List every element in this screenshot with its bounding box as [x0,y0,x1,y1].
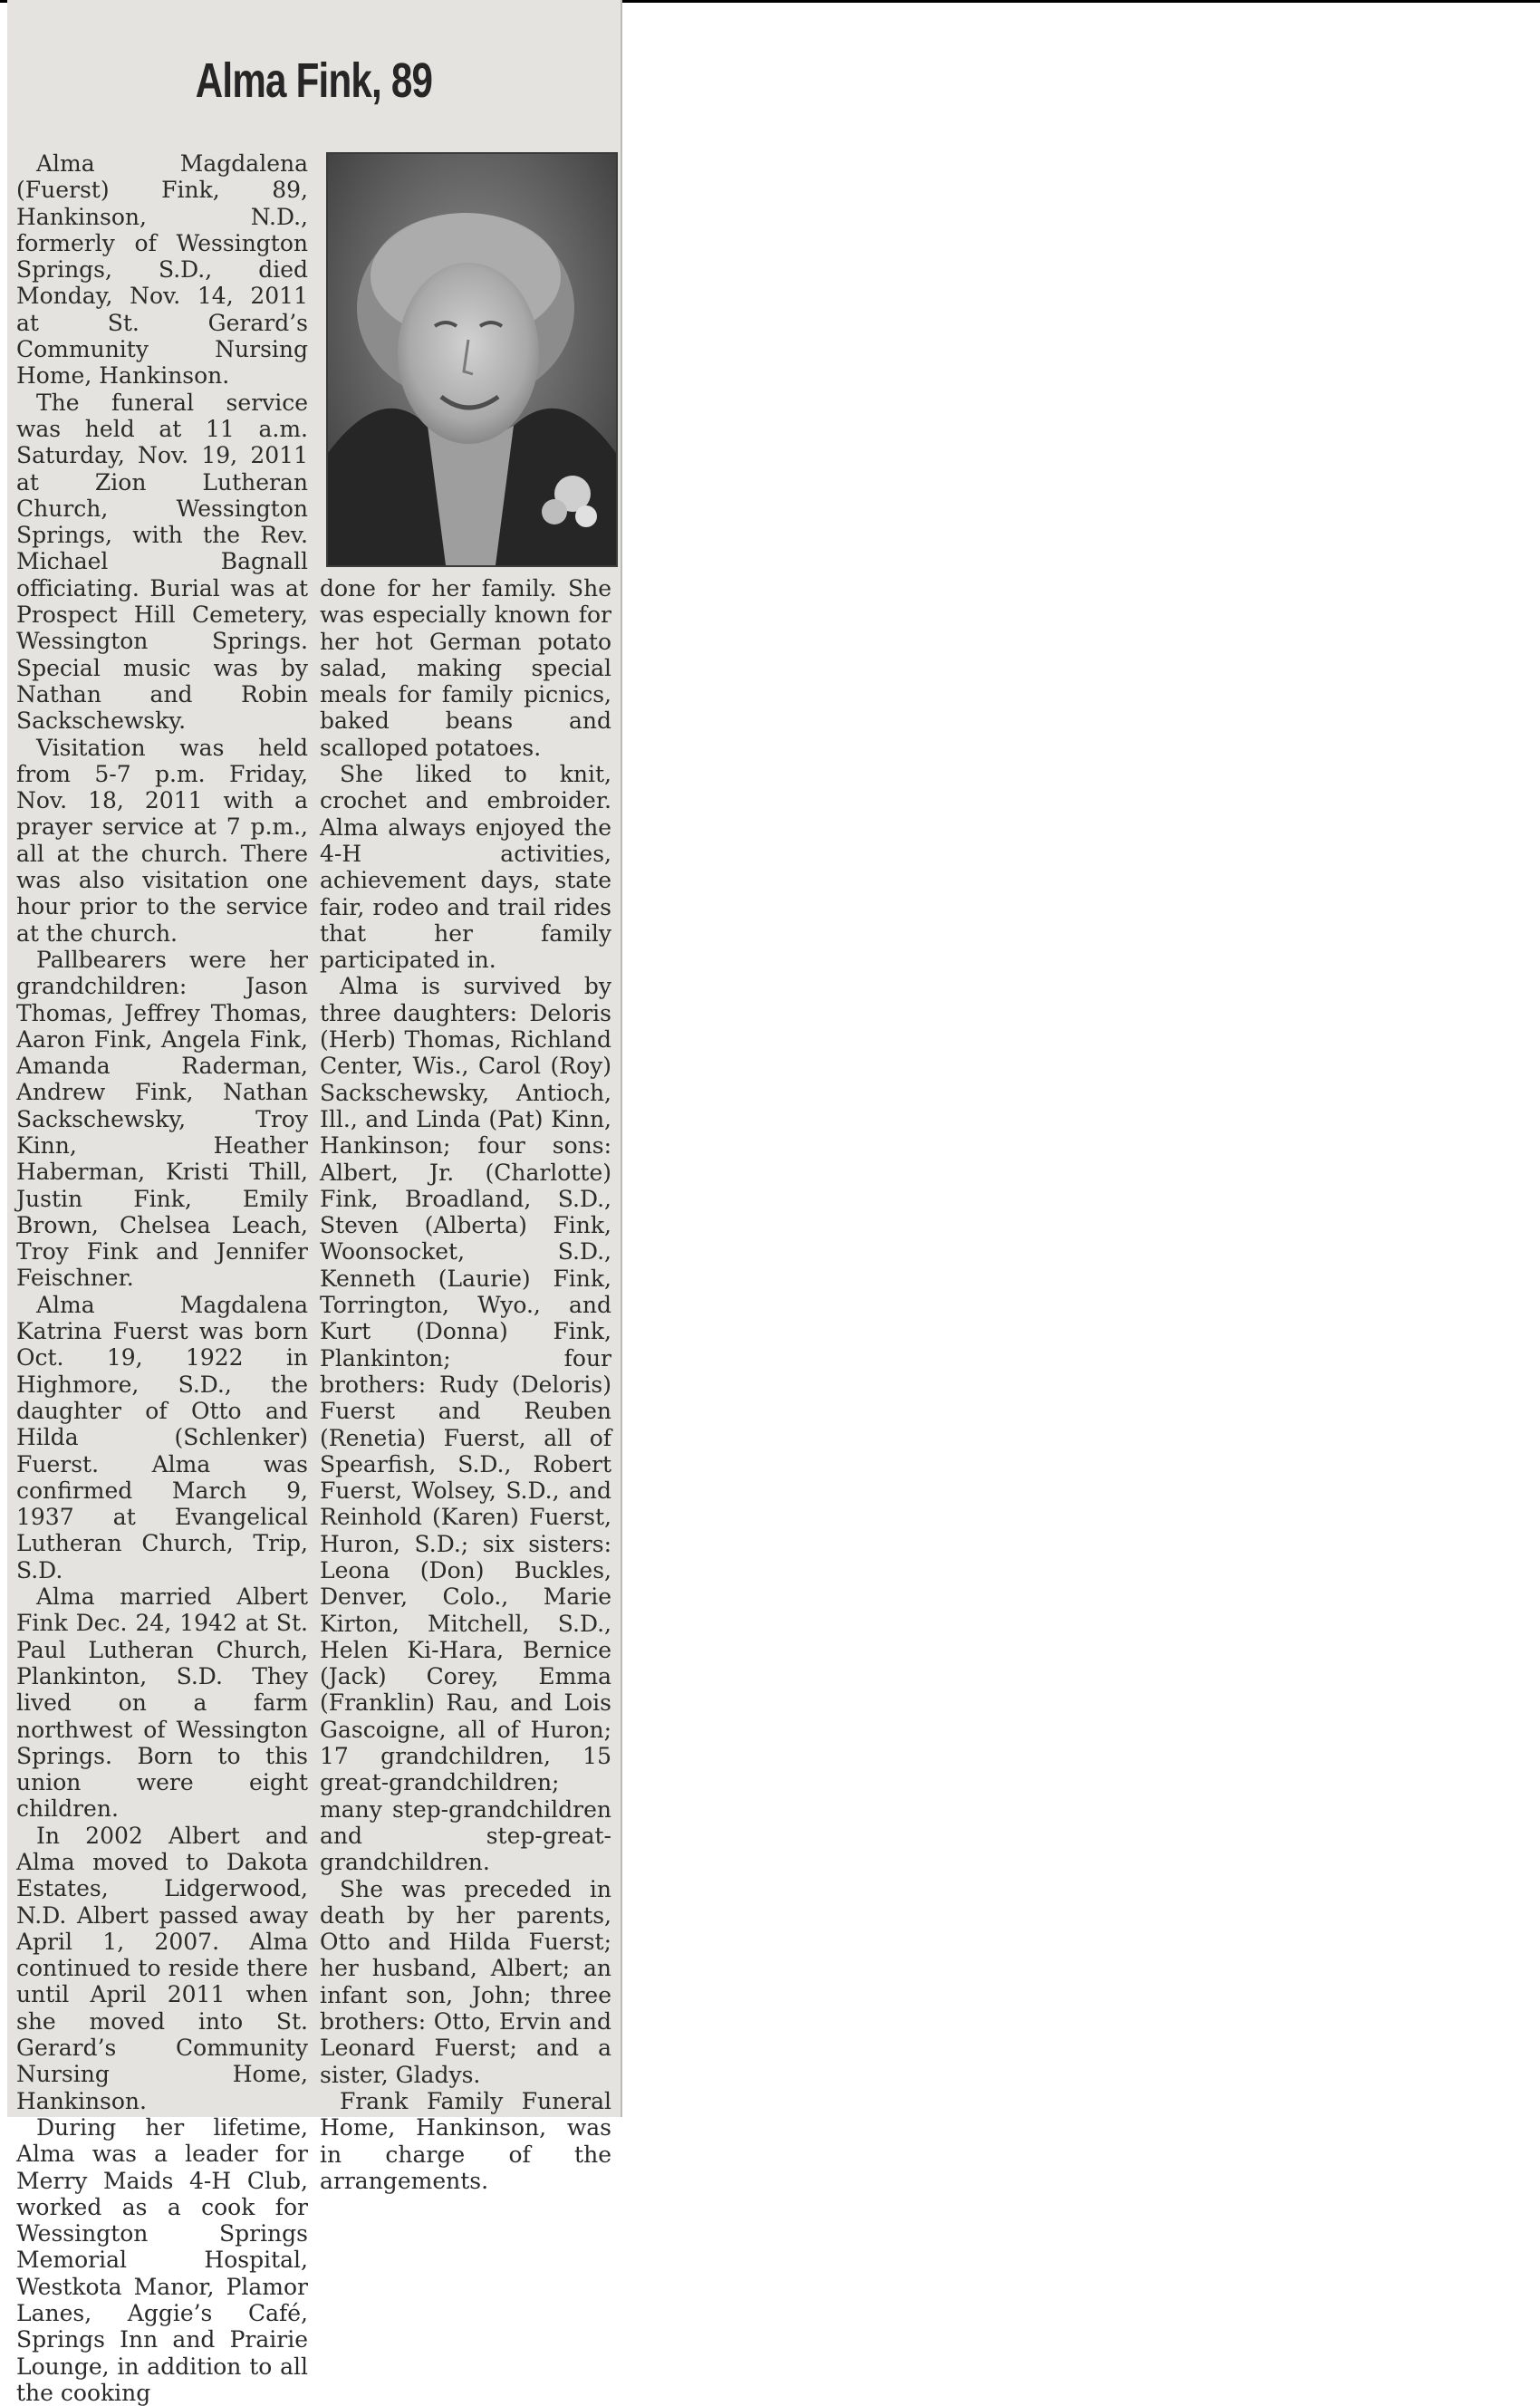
paragraph: The funeral service was held at 11 a.m. Saturday, Nov. 19, 2011 at Zion Lutheran Church, Wessington Springs, with the Rev. Michael Bagnall officiating. Burial was at Prospect Hill Cemetery, Wessington Springs. Special music was by Nathan and Robin Sackschewsky. [16,389,308,735]
portrait-illustration [328,154,616,565]
paragraph: Alma is survived by three daughters: Deloris (Herb) Thomas, Richland Center, Wis., Carol (Roy) Sackschewsky, Antioch, Ill., and Linda (Pat) Kinn, Hankinson; four sons: Albert, Jr. (Charlotte) Fink, Broadland, S.D., Steven (Alberta) Fink, Woonsocket, S.D., Kenneth (Laurie) Fink, Torrington, Wyo., and Kurt (Donna) Fink, Plankinton; four brothers: Rudy (Deloris) Fuerst and Reuben (Renetia) Fuerst, all of Spearfish, S.D., Robert Fuerst, Wolsey, S.D., and Reinhold (Karen) Fuerst, Huron, S.D.; six sisters: Leona (Don) Buckles, Denver, Colo., Marie Kirton, Mitchell, S.D., Helen Ki-Hara, Bernice (Jack) Corey, Emma (Franklin) Rau, and Lois Gascoigne, all of Huron; 17 grandchildren, 15 great-grandchildren; many step-grandchildren and step-great-grandchildren. [320,973,611,1876]
paragraph: She liked to knit, crochet and embroider. Alma always enjoyed the 4-H activities, achievement days, state fair, rodeo and trail rides that her family participated in. [320,761,611,974]
paragraph: Visitation was held from 5-7 p.m. Friday, Nov. 18, 2011 with a prayer service at 7 p.m., all at the church. There was also visitation one hour prior to the service at the church. [16,734,308,947]
paragraph: Alma married Albert Fink Dec. 24, 1942 at St. Paul Lutheran Church, Plankinton, S.D. They lived on a farm northwest of Wessington Springs. Born to this union were eight children. [16,1583,308,1823]
text-column-1 [16,150,308,2406]
paragraph: done for her family. She was especially known for her hot German potato salad, making special meals for family picnics, baked beans and scalloped potatoes. [320,575,611,761]
paragraph: Alma Magdalena Katrina Fuerst was born Oct. 19, 1922 in Highmore, S.D., the daughter of Otto and Hilda (Schlenker) Fuerst. Alma was confirmed March 9, 1937 at Evangelical Lutheran Church, Trip, S.D. [16,1291,308,1583]
newspaper-clipping [7,0,622,2406]
paragraph: In 2002 Albert and Alma moved to Dakota Estates, Lidgerwood, N.D. Albert passed away April 1, 2007. Alma continued to reside there until April 2011 when she moved into St. Gerard’s Community Nursing Home, Hankinson. [16,1822,308,2114]
paragraph: Frank Family Funeral Home, Hankinson, was in charge of the arrangements. [320,2087,611,2194]
paragraph: She was preceded in death by her parents, Otto and Hilda Fuerst; her husband, Albert; an infant son, John; three brothers: Otto, Ervin and Leonard Fuerst; and a sister, Gladys. [320,1875,611,2088]
paragraph: During her lifetime, Alma was a leader for Merry Maids 4-H Club, worked as a cook for Wessington Springs Memorial Hospital, Westkota Manor, Plamor Lanes, Aggie’s Café, Springs Inn and Prairie Lounge, in addition to all the cooking [16,2113,308,2406]
portrait-photo [326,152,618,567]
paragraph: Pallbearers were her grandchildren: Jason Thomas, Jeffrey Thomas, Aaron Fink, Angela Fink, Amanda Raderman, Andrew Fink, Nathan Sackschewsky, Troy Kinn, Heather Haberman, Kristi Thill, Justin Fink, Emily Brown, Chelsea Leach, Troy Fink and Jennifer Feischner. [16,946,308,1292]
obituary-headline: Alma Fink, 89 [195,53,433,108]
text-column-2 [320,575,611,2194]
paragraph: Alma Magdalena (Fuerst) Fink, 89, Hankinson, N.D., formerly of Wessington Springs, S.D., died Monday, Nov. 14, 2011 at St. Gerard’s Community Nursing Home, Hankinson. [16,150,308,390]
